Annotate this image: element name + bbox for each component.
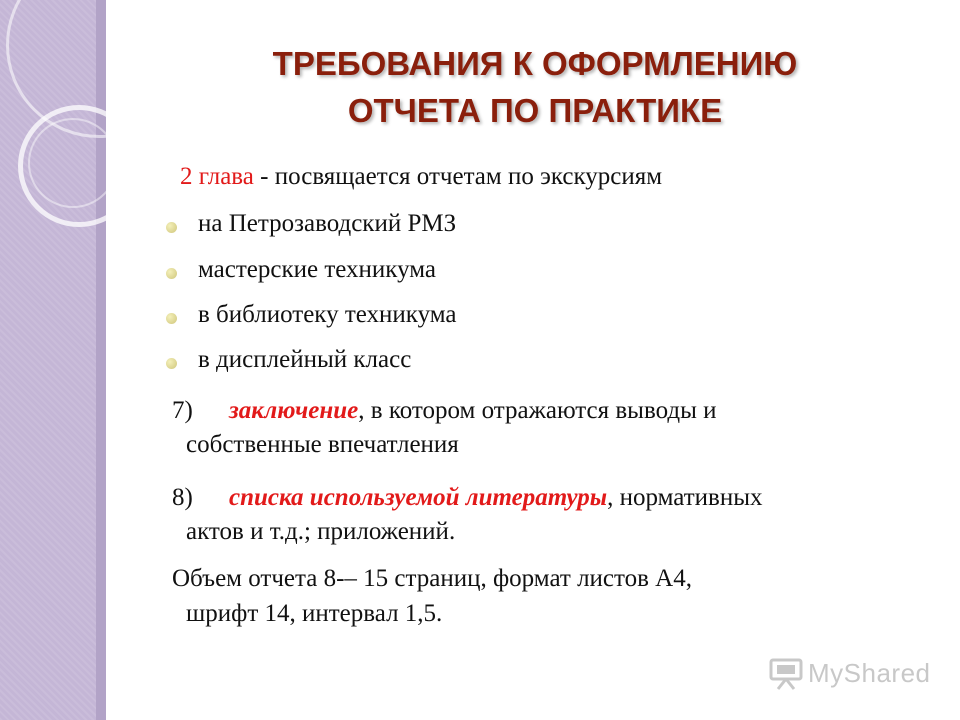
bullet-dot-icon [166, 222, 177, 233]
item8-line-1 [229, 484, 763, 512]
projector-board-icon [768, 655, 804, 691]
watermark-text: MyShared [808, 657, 931, 688]
intro-highlight: 2 глава [180, 163, 254, 190]
item7-text: , в котором отражаются выводы и [358, 397, 717, 424]
bullet-item: в библиотеку техникума [198, 301, 457, 328]
item7-line-2: собственные впечатления [186, 431, 459, 458]
slide-title-line-2: ОТЧЕТА ПО ПРАКТИКЕ [347, 92, 723, 129]
item8-number: 8) [172, 484, 193, 511]
slide-title-line-1: ТРЕБОВАНИЯ К ОФОРМЛЕНИЮ [272, 45, 798, 82]
intro-text: - посвящается отчетам по экскурсиям [253, 163, 663, 190]
bullet-item: на Петрозаводский РМЗ [198, 210, 457, 237]
item8-text: , нормативных [607, 484, 763, 511]
item7-highlight: заключение [229, 397, 359, 424]
item8-line-2: актов и т.д.; приложений. [186, 518, 456, 545]
item7-line-1 [229, 397, 717, 425]
bullet-dot-icon [166, 313, 177, 324]
volume-line-2: шрифт 14, интервал 1,5. [186, 600, 443, 627]
watermark-logo [768, 655, 931, 691]
volume-line-1: Объем отчета 8-– 15 страниц, формат листов А4, [172, 565, 692, 592]
bullet-dot-icon [166, 358, 177, 369]
bullet-dot-icon [166, 268, 177, 279]
item7-number: 7) [172, 397, 193, 424]
bullet-item: в дисплейный класс [198, 346, 412, 373]
intro-line [180, 163, 662, 191]
item8-highlight: списка используемой литературы [229, 484, 608, 511]
bullet-item: мастерские техникума [198, 256, 436, 283]
